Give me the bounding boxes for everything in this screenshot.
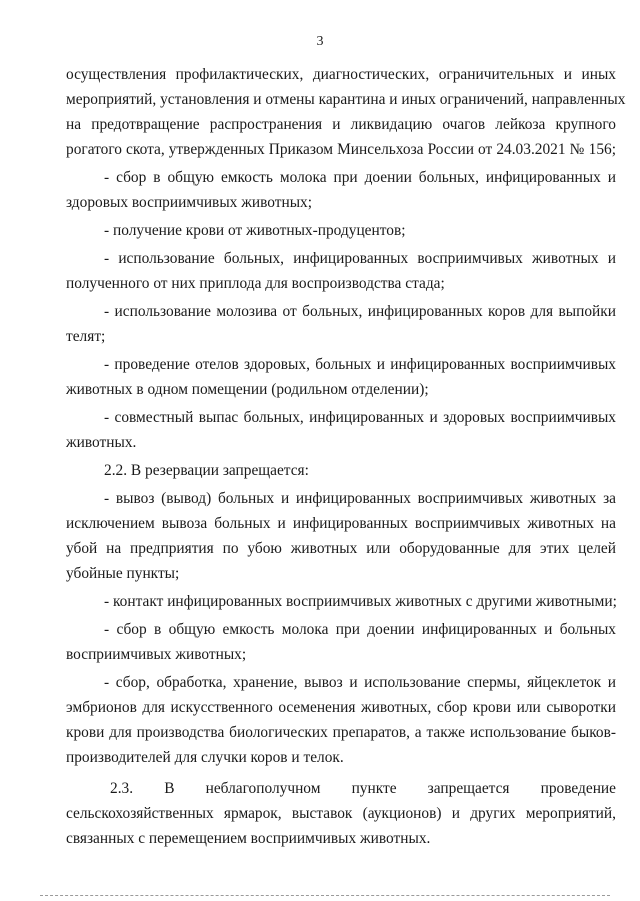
text-line: - сбор, обработка, хранение, вывоз и использование спермы, яйцеклеток и <box>104 674 616 691</box>
text-line: на предотвращение распространения и ликвидацию очагов лейкоза крупного <box>66 116 616 133</box>
text-line: - проведение отелов здоровых, больных и инфицированных восприимчивых <box>104 356 616 373</box>
text-line: полученного от них приплода для воспроизводства стада; <box>66 275 445 292</box>
text-line: - получение крови от животных-продуцентов; <box>104 222 406 239</box>
text-line: убойные пункты; <box>66 565 180 582</box>
text-line: связанных с перемещением восприимчивых животных. <box>66 830 431 847</box>
text-line: - сбор в общую емкость молока при доении больных, инфицированных и <box>104 169 616 186</box>
text-line: - сбор в общую емкость молока при доении инфицированных и больных <box>104 621 616 638</box>
text-line: - контакт инфицированных восприимчивых животных с другими животными; <box>104 593 617 610</box>
text-line: - использование больных, инфицированных восприимчивых животных и <box>104 250 616 267</box>
section-heading: 2.2. В резервации запрещается: <box>104 462 309 479</box>
text-line: здоровых восприимчивых животных; <box>66 194 313 211</box>
page-number: 3 <box>316 34 324 49</box>
section-heading: 2.3. В неблагополучном пункте запрещается проведение <box>110 780 616 797</box>
text-line: сельскохозяйственных ярмарок, выставок (аукционов) и других мероприятий, <box>66 805 616 822</box>
text-line: животных. <box>66 434 137 451</box>
page-bottom-divider <box>40 895 610 896</box>
text-line: мероприятий, установления и отмены карантина и иных ограничений, направленных <box>66 91 626 108</box>
text-line: производителей для случки коров и телок. <box>66 749 344 766</box>
document-body <box>66 62 626 851</box>
text-line: животных в одном помещении (родильном отделении); <box>66 381 429 398</box>
text-line: осуществления профилактических, диагностических, ограничительных и иных <box>66 66 616 83</box>
text-line: - использование молозива от больных, инфицированных коров для выпойки <box>104 303 616 320</box>
text-line: - вывоз (вывод) больных и инфицированных восприимчивых животных за <box>104 490 616 507</box>
text-line: убой на предприятия по убою животных или оборудованные для этих целей <box>66 540 616 557</box>
text-line: эмбрионов для искусственного осеменения животных, сбор крови или сыворотки <box>66 699 616 716</box>
text-line: восприимчивых животных; <box>66 646 247 663</box>
text-line: исключением вывоза больных и инфицированных восприимчивых животных на <box>66 515 616 532</box>
text-line: - совместный выпас больных, инфицированных и здоровых восприимчивых <box>104 409 616 426</box>
text-line: телят; <box>66 328 106 345</box>
text-line: рогатого скота, утвержденных Приказом Минсельхоза России от 24.03.2021 № 156; <box>66 141 616 158</box>
text-line: крови для производства биологических препаратов, а также использование быков- <box>66 724 616 741</box>
